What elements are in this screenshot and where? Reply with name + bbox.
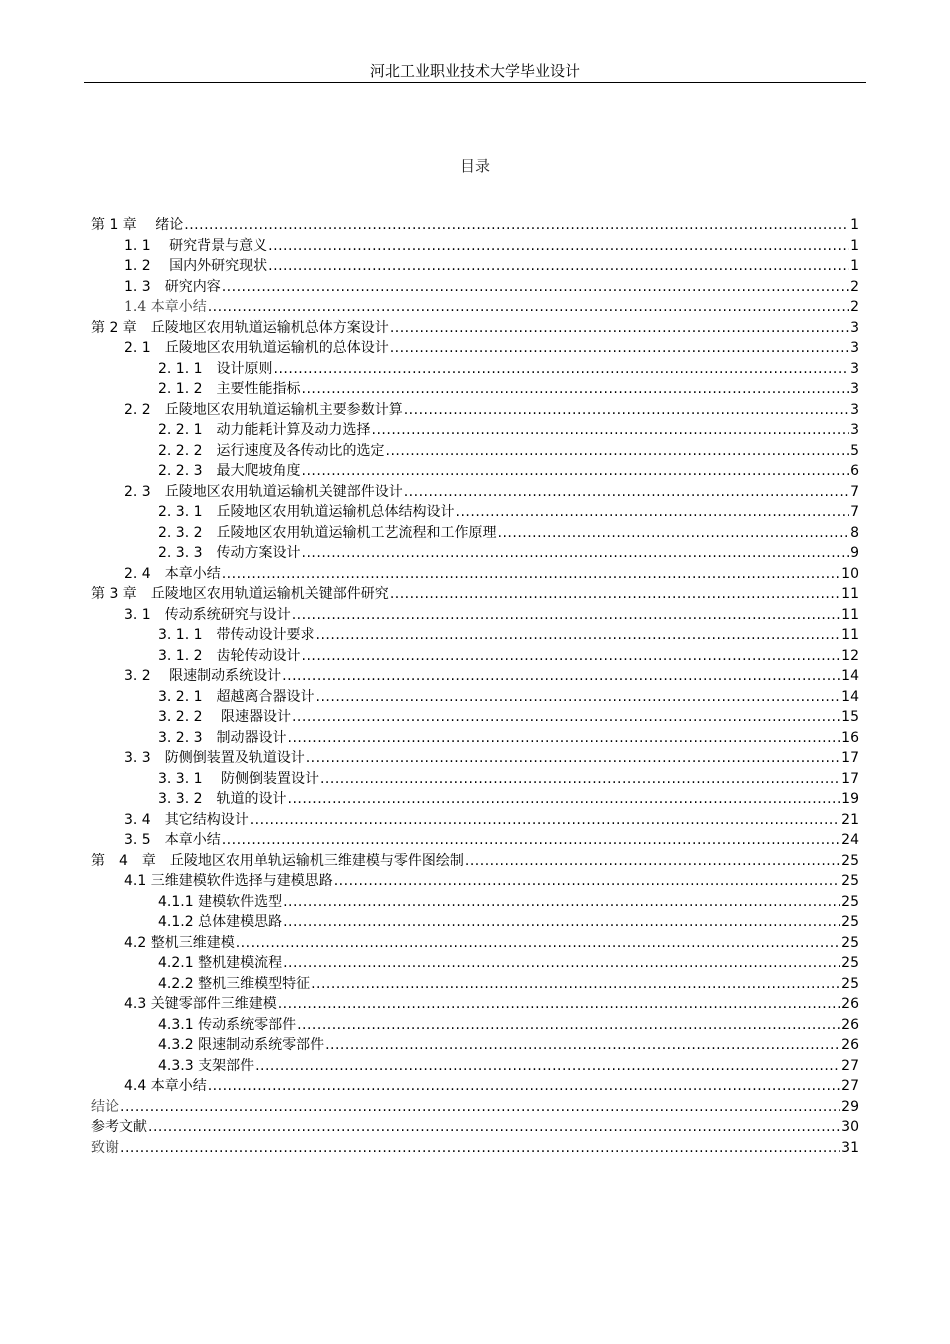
toc-entry[interactable]	[91, 420, 859, 441]
toc-entry-page: 25	[841, 852, 859, 869]
toc-entry-page: 12	[841, 647, 859, 664]
toc-entry-page: 26	[841, 1037, 859, 1053]
toc-entry-label: 2. 3. 2 丘陵地区农用轨道运输机工艺流程和工作原理	[158, 524, 497, 541]
toc-entry-label: 2. 3. 3 传动方案设计	[158, 545, 301, 561]
dot-leader	[222, 277, 849, 298]
toc-entry[interactable]	[91, 994, 859, 1015]
toc-entry-label: 致谢	[91, 1139, 119, 1156]
toc-entry-page: 26	[841, 1016, 859, 1033]
toc-entry-page: 8	[850, 524, 859, 541]
dot-leader	[390, 584, 840, 605]
toc-entry-page: 25	[841, 955, 859, 971]
dot-leader	[404, 400, 849, 421]
toc-entry[interactable]	[91, 810, 859, 831]
toc-entry[interactable]	[91, 728, 859, 749]
toc-entry-label: 2. 3 丘陵地区农用轨道运输机关键部件设计	[124, 483, 403, 500]
toc-entry[interactable]	[91, 256, 859, 277]
toc-entry-label: 3. 1. 2 齿轮传动设计	[158, 647, 301, 664]
dot-leader	[302, 646, 841, 667]
toc-entry-page: 11	[841, 606, 859, 623]
dot-leader	[306, 748, 840, 769]
toc-entry[interactable]	[91, 892, 859, 913]
dot-leader	[334, 871, 840, 892]
dot-leader	[255, 1056, 840, 1077]
toc-entry-label: 4.3.1 传动系统零部件	[158, 1016, 297, 1033]
dot-leader	[236, 933, 840, 954]
dot-leader	[297, 1015, 840, 1036]
toc-entry[interactable]	[91, 748, 859, 769]
toc-entry-page: 30	[841, 1119, 859, 1135]
toc-entry[interactable]	[91, 502, 859, 523]
dot-leader	[320, 769, 840, 790]
toc-entry[interactable]	[91, 461, 859, 482]
toc-entry[interactable]	[91, 523, 859, 544]
toc-entry-label: 3. 3. 2 轨道的设计	[158, 791, 287, 807]
toc-entry-page: 6	[850, 463, 859, 479]
toc-entry-page: 25	[841, 893, 859, 910]
toc-entry[interactable]	[91, 871, 859, 892]
toc-entry-page: 10	[841, 565, 859, 582]
toc-entry[interactable]	[91, 564, 859, 585]
dot-leader	[316, 687, 841, 708]
toc-entry-label: 3. 2. 1 超越离合器设计	[158, 688, 315, 705]
toc-entry[interactable]	[91, 1097, 859, 1118]
toc-entry-page: 2	[850, 278, 859, 295]
dot-leader	[390, 338, 849, 359]
toc-entry-page: 27	[841, 1057, 859, 1074]
toc-entry-label: 4.2 整机三维建模	[124, 934, 235, 951]
toc-entry[interactable]	[91, 318, 859, 339]
toc-entry-label: 3. 3 防侧倒装置及轨道设计	[124, 750, 305, 766]
toc-entry[interactable]	[91, 359, 859, 380]
toc-entry-label: 3. 2 限速制动系统设计	[124, 668, 282, 684]
toc-entry-page: 27	[841, 1078, 859, 1094]
toc-entry-label: 3. 1. 1 带传动设计要求	[158, 627, 315, 643]
dot-leader	[302, 543, 850, 564]
dot-leader	[386, 441, 850, 462]
toc-entry[interactable]	[91, 769, 859, 790]
toc-entry-page: 25	[841, 873, 859, 889]
toc-entry[interactable]	[91, 851, 859, 872]
toc-entry-page: 1	[850, 237, 859, 254]
dot-leader	[184, 215, 849, 236]
toc-entry-label: 4.3 关键零部件三维建模	[124, 996, 277, 1012]
toc-entry-page: 14	[841, 668, 859, 684]
toc-entry-label: 1. 3 研究内容	[124, 278, 221, 295]
toc-entry[interactable]	[91, 974, 859, 995]
table-of-contents	[91, 215, 859, 1158]
toc-entry-page: 17	[841, 770, 859, 787]
toc-entry-page: 25	[841, 975, 859, 992]
dot-leader	[148, 1117, 840, 1138]
toc-entry-page: 11	[841, 586, 859, 602]
dot-leader	[292, 707, 840, 728]
dot-leader	[372, 420, 850, 441]
toc-entry-label: 1.4 本章小结	[124, 299, 207, 315]
toc-entry-label: 4.1 三维建模软件选择与建模思路	[124, 873, 333, 889]
toc-entry[interactable]	[91, 1056, 859, 1077]
toc-entry-label: 第 1 章 绪论	[91, 217, 184, 233]
toc-entry-page: 7	[850, 504, 859, 520]
toc-entry[interactable]	[91, 830, 859, 851]
toc-entry-label: 4.1.2 总体建模思路	[158, 914, 283, 930]
toc-entry-label: 2. 1 丘陵地区农用轨道运输机的总体设计	[124, 340, 389, 356]
toc-entry-label: 3. 5 本章小结	[124, 832, 221, 848]
toc-entry-label: 2. 3. 1 丘陵地区农用轨道运输机总体结构设计	[158, 504, 455, 520]
toc-entry[interactable]	[91, 400, 859, 421]
dot-leader	[120, 1138, 840, 1159]
toc-entry-page: 25	[841, 914, 859, 930]
page-header: 河北工业职业技术大学毕业设计	[369, 62, 580, 80]
toc-entry[interactable]	[91, 441, 859, 462]
dot-leader	[222, 564, 840, 585]
toc-entry-page: 3	[850, 319, 859, 336]
toc-entry[interactable]	[91, 666, 859, 687]
toc-entry-label: 4.4 本章小结	[124, 1078, 207, 1094]
toc-entry-page: 29	[841, 1098, 859, 1115]
toc-entry-label: 4.1.1 建模软件选型	[158, 893, 283, 910]
dot-leader	[274, 359, 850, 380]
toc-entry[interactable]	[91, 707, 859, 728]
toc-entry-page: 16	[841, 729, 859, 746]
toc-entry-label: 2. 2. 3 最大爬坡角度	[158, 463, 301, 479]
toc-entry[interactable]	[91, 1076, 859, 1097]
dot-leader	[283, 912, 840, 933]
toc-entry[interactable]	[91, 379, 859, 400]
dot-leader	[456, 502, 850, 523]
toc-entry[interactable]	[91, 953, 859, 974]
toc-entry-page: 21	[841, 811, 859, 828]
toc-entry-page: 17	[841, 750, 859, 766]
dot-leader	[288, 789, 841, 810]
toc-entry-page: 5	[850, 442, 859, 459]
toc-entry-label: 2. 4 本章小结	[124, 565, 221, 582]
dot-leader	[268, 256, 849, 277]
toc-entry-label: 2. 2. 1 动力能耗计算及动力选择	[158, 422, 371, 438]
dot-leader	[404, 482, 849, 503]
toc-entry[interactable]	[91, 482, 859, 503]
toc-entry[interactable]	[91, 215, 859, 236]
toc-entry-label: 结论	[91, 1098, 119, 1115]
toc-entry[interactable]	[91, 297, 859, 318]
toc-entry-page: 2	[850, 299, 859, 315]
toc-entry[interactable]	[91, 1138, 859, 1159]
toc-entry-label: 4.3.3 支架部件	[158, 1057, 255, 1074]
toc-entry[interactable]	[91, 1035, 859, 1056]
toc-title: 目录	[459, 157, 490, 175]
toc-entry[interactable]	[91, 912, 859, 933]
toc-entry-page: 14	[841, 688, 859, 705]
dot-leader	[120, 1097, 840, 1118]
dot-leader	[208, 297, 849, 318]
toc-entry[interactable]	[91, 584, 859, 605]
toc-entry-page: 25	[841, 934, 859, 951]
header-rule	[84, 82, 866, 83]
dot-leader	[208, 1076, 840, 1097]
toc-entry-page: 11	[841, 627, 859, 643]
toc-entry[interactable]	[91, 338, 859, 359]
toc-entry-page: 15	[841, 709, 859, 725]
toc-entry-page: 3	[850, 381, 859, 397]
toc-entry[interactable]	[91, 646, 859, 667]
toc-entry-label: 第 2 章 丘陵地区农用轨道运输机总体方案设计	[91, 319, 389, 336]
toc-entry[interactable]	[91, 789, 859, 810]
dot-leader	[222, 830, 840, 851]
dot-leader	[282, 666, 840, 687]
toc-entry-label: 3. 3. 1 防侧倒装置设计	[158, 770, 319, 787]
dot-leader	[390, 318, 849, 339]
dot-leader	[302, 461, 850, 482]
dot-leader	[292, 605, 840, 626]
toc-entry-label: 4.2.2 整机三维模型特征	[158, 975, 311, 992]
dot-leader	[288, 728, 841, 749]
dot-leader	[498, 523, 850, 544]
toc-entry-label: 4.2.1 整机建模流程	[158, 955, 283, 971]
toc-entry-label: 2. 1. 2 主要性能指标	[158, 381, 301, 397]
toc-entry-label: 第 4 章 丘陵地区农用单轨运输机三维建模与零件图绘制	[91, 852, 464, 869]
toc-entry[interactable]	[91, 543, 859, 564]
dot-leader	[283, 892, 840, 913]
toc-entry-page: 9	[850, 545, 859, 561]
toc-entry-label: 3. 2. 3 制动器设计	[158, 729, 287, 746]
toc-entry[interactable]	[91, 605, 859, 626]
dot-leader	[465, 851, 840, 872]
toc-entry-label: 3. 4 其它结构设计	[124, 811, 249, 828]
toc-entry[interactable]	[91, 277, 859, 298]
toc-entry-page: 24	[841, 832, 859, 848]
toc-entry-page: 19	[841, 791, 859, 807]
toc-entry-label: 2. 2. 2 运行速度及各传动比的选定	[158, 442, 385, 459]
toc-entry[interactable]	[91, 625, 859, 646]
toc-entry-label: 4.3.2 限速制动系统零部件	[158, 1037, 325, 1053]
toc-entry[interactable]	[91, 1015, 859, 1036]
toc-entry-page: 26	[841, 996, 859, 1012]
dot-leader	[316, 625, 841, 646]
toc-entry-page: 3	[850, 422, 859, 438]
dot-leader	[302, 379, 850, 400]
toc-entry[interactable]	[91, 236, 859, 257]
dot-leader	[311, 974, 840, 995]
toc-entry-label: 参考文献	[91, 1119, 147, 1135]
toc-entry-label: 3. 2. 2 限速器设计	[158, 709, 291, 725]
toc-entry-page: 3	[850, 360, 859, 377]
toc-entry-label: 1. 1 研究背景与意义	[124, 237, 268, 254]
toc-entry[interactable]	[91, 933, 859, 954]
toc-entry-page: 3	[850, 340, 859, 356]
dot-leader	[278, 994, 840, 1015]
toc-entry-page: 7	[850, 483, 859, 500]
toc-entry-label: 3. 1 传动系统研究与设计	[124, 606, 291, 623]
toc-entry-label: 1. 2 国内外研究现状	[124, 258, 268, 274]
dot-leader	[250, 810, 840, 831]
toc-entry-label: 第 3 章 丘陵地区农用轨道运输机关键部件研究	[91, 586, 389, 602]
dot-leader	[325, 1035, 840, 1056]
dot-leader	[283, 953, 840, 974]
dot-leader	[268, 236, 849, 257]
toc-entry[interactable]	[91, 1117, 859, 1138]
toc-entry-page: 31	[841, 1139, 859, 1156]
toc-entry[interactable]	[91, 687, 859, 708]
toc-entry-label: 2. 1. 1 设计原则	[158, 360, 273, 377]
toc-entry-page: 3	[850, 401, 859, 418]
toc-entry-page: 1	[850, 217, 859, 233]
toc-entry-label: 2. 2 丘陵地区农用轨道运输机主要参数计算	[124, 401, 403, 418]
toc-entry-page: 1	[850, 258, 859, 274]
